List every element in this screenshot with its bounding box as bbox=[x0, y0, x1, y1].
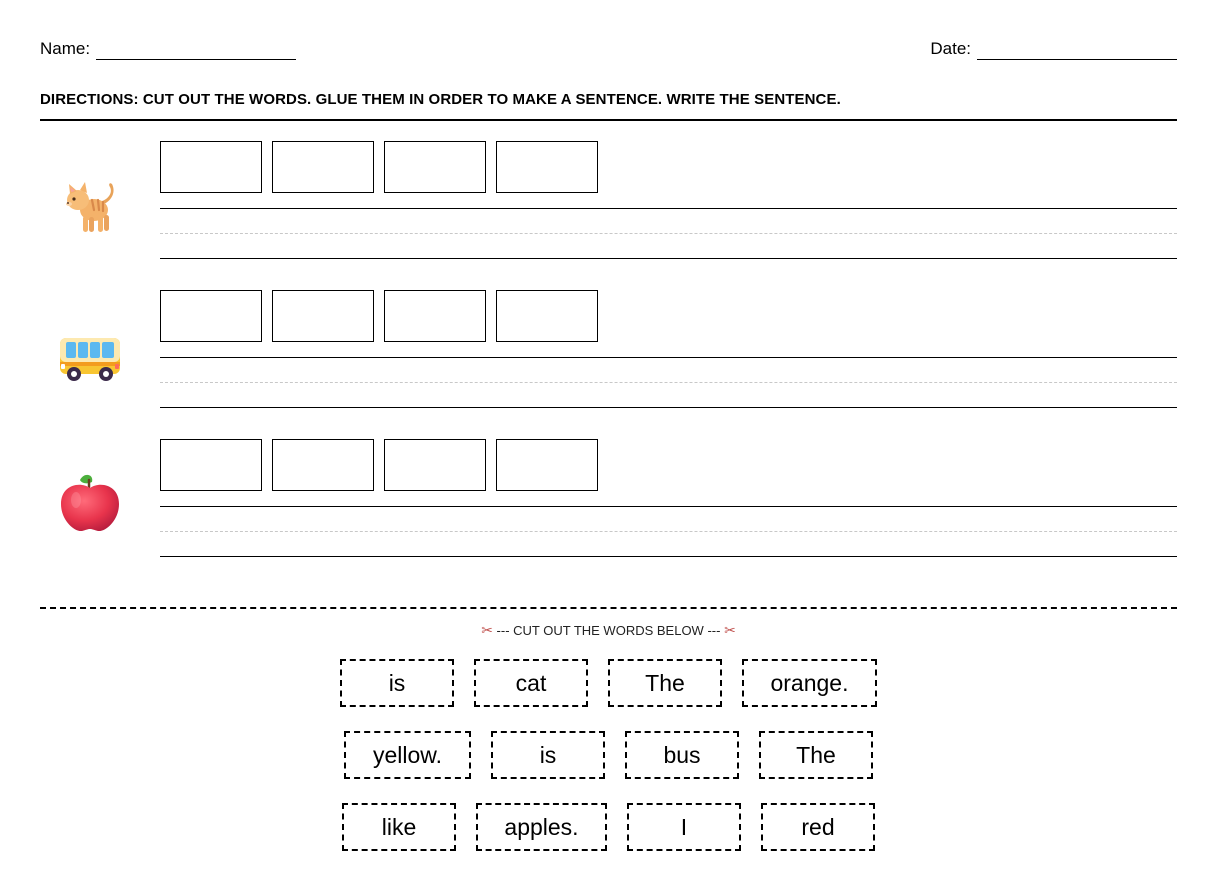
bus-icon bbox=[58, 326, 122, 390]
glue-box[interactable] bbox=[160, 290, 262, 342]
sentence-row-apple bbox=[40, 439, 1177, 559]
word-card[interactable]: cat bbox=[474, 659, 588, 707]
cat-icon bbox=[58, 174, 122, 238]
glue-box[interactable] bbox=[384, 439, 486, 491]
cut-label-text: --- CUT OUT THE WORDS BELOW --- bbox=[496, 623, 721, 638]
glue-box[interactable] bbox=[272, 290, 374, 342]
cut-instruction bbox=[40, 621, 1177, 640]
top-line bbox=[160, 208, 1177, 209]
word-card-row bbox=[40, 803, 1177, 851]
top-line bbox=[160, 506, 1177, 507]
baseline bbox=[160, 258, 1177, 259]
word-card[interactable]: bus bbox=[625, 731, 739, 779]
cut-line bbox=[40, 607, 1177, 609]
word-card[interactable]: red bbox=[761, 803, 875, 851]
glue-box[interactable] bbox=[272, 439, 374, 491]
glue-box[interactable] bbox=[496, 141, 598, 193]
word-card[interactable]: The bbox=[608, 659, 722, 707]
glue-box[interactable] bbox=[160, 439, 262, 491]
word-card[interactable]: is bbox=[491, 731, 605, 779]
name-label: Name: bbox=[40, 39, 91, 58]
word-boxes bbox=[160, 141, 598, 193]
scissors-icon: ✂ bbox=[724, 622, 736, 638]
handwriting-lines[interactable] bbox=[160, 208, 1177, 260]
glue-box[interactable] bbox=[496, 439, 598, 491]
word-card[interactable]: orange. bbox=[742, 659, 877, 707]
date-field bbox=[930, 38, 1177, 60]
word-boxes bbox=[160, 290, 598, 342]
directions-text: DIRECTIONS: CUT OUT THE WORDS. GLUE THEM IN ORDER TO MAKE A SENTENCE. WRITE THE SENTENCE. bbox=[40, 91, 841, 108]
top-line bbox=[160, 357, 1177, 358]
directions-divider bbox=[40, 119, 1177, 121]
glue-box[interactable] bbox=[160, 141, 262, 193]
word-boxes bbox=[160, 439, 598, 491]
date-label: Date: bbox=[930, 39, 971, 58]
word-card[interactable]: apples. bbox=[476, 803, 607, 851]
glue-box[interactable] bbox=[384, 141, 486, 193]
scissors-icon: ✂ bbox=[481, 622, 493, 638]
apple-icon bbox=[58, 470, 122, 534]
sentence-row-cat bbox=[40, 141, 1177, 261]
word-card[interactable]: like bbox=[342, 803, 456, 851]
word-card[interactable]: The bbox=[759, 731, 873, 779]
header bbox=[40, 38, 1177, 60]
midline-dashed bbox=[160, 233, 1177, 234]
name-blank-line[interactable] bbox=[96, 43, 296, 60]
handwriting-lines[interactable] bbox=[160, 506, 1177, 558]
word-card-row bbox=[40, 731, 1177, 779]
baseline bbox=[160, 556, 1177, 557]
word-card[interactable]: is bbox=[340, 659, 454, 707]
baseline bbox=[160, 407, 1177, 408]
midline-dashed bbox=[160, 531, 1177, 532]
worksheet-page bbox=[40, 0, 1177, 895]
sentence-row-bus bbox=[40, 290, 1177, 410]
word-card[interactable]: I bbox=[627, 803, 741, 851]
word-card[interactable]: yellow. bbox=[344, 731, 471, 779]
glue-box[interactable] bbox=[384, 290, 486, 342]
glue-box[interactable] bbox=[496, 290, 598, 342]
date-blank-line[interactable] bbox=[977, 43, 1177, 60]
word-card-row bbox=[40, 659, 1177, 707]
glue-box[interactable] bbox=[272, 141, 374, 193]
handwriting-lines[interactable] bbox=[160, 357, 1177, 409]
midline-dashed bbox=[160, 382, 1177, 383]
name-field bbox=[40, 38, 296, 60]
